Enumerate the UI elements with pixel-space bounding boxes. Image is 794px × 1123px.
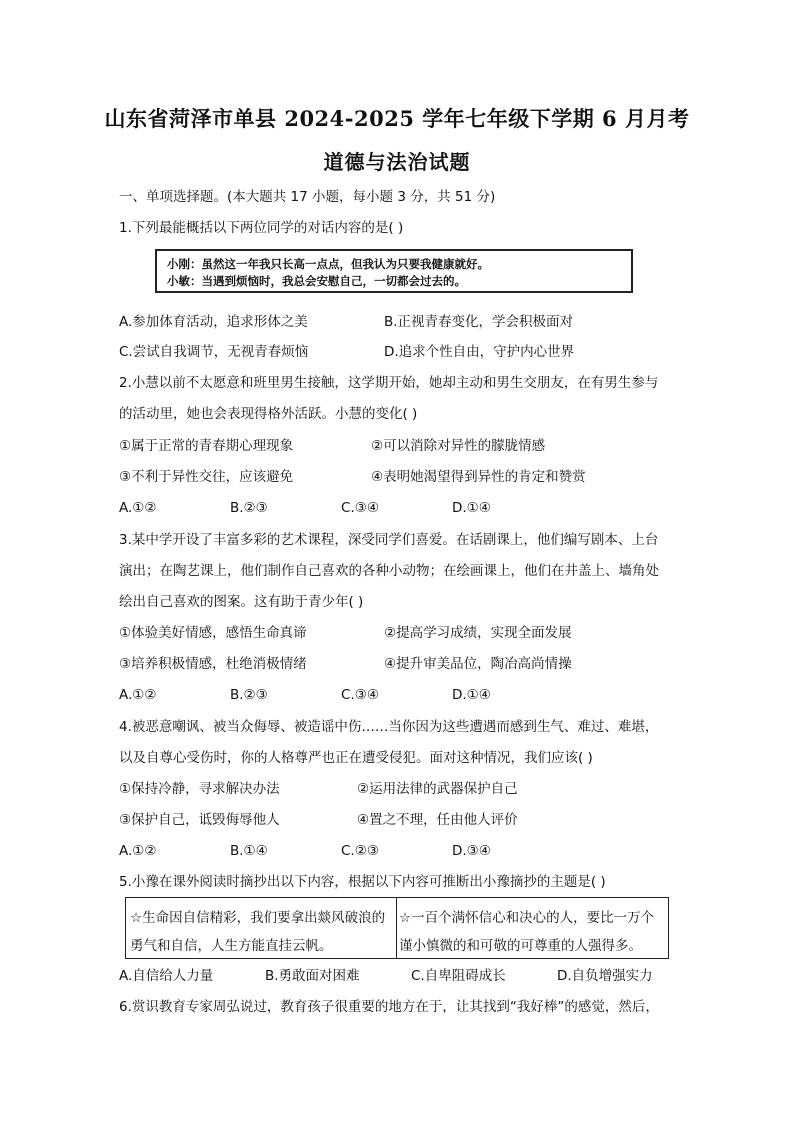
q1-option-c: C.尝试自我调节，无视青春烦恼 <box>119 344 309 360</box>
q1-dialog-line-2: 小敏：当遇到烦恼时，我总会安慰自己，一切都会过去的。 <box>167 274 466 288</box>
q5-option-d: D.自负增强实力 <box>557 968 653 984</box>
q3-option-c: C.③④ <box>341 687 379 703</box>
q5-quote-divider <box>396 898 397 958</box>
q6-stem-line-1: 6.赏识教育专家周弘说过，教育孩子很重要的地方在于，让其找到“我好棒”的感觉，然后， <box>119 999 659 1015</box>
exam-title: 山东省菏泽市单县 2024-2025 学年七年级下学期 6 月月考 <box>104 106 690 131</box>
q3-item-1: ①体验美好情感，感悟生命真谛 <box>119 625 307 641</box>
q1-option-a: A.参加体育活动，追求形体之美 <box>119 314 308 330</box>
q1-dialog-line-1: 小刚：虽然这一年我只长高一点点，但我认为只要我健康就好。 <box>167 257 489 271</box>
q5-quote-right-line-2: 谨小慎微的和可敬的可尊重的人强得多。 <box>399 938 642 954</box>
section-heading: 一、单项选择题。(本大题共 17 小题，每小题 3 分，共 51 分) <box>119 189 496 205</box>
q5-option-b: B.勇敢面对困难 <box>265 968 360 984</box>
q2-item-3: ③不利于异性交往，应该避免 <box>119 469 294 485</box>
q1-option-d: D.追求个性自由，守护内心世界 <box>384 344 575 360</box>
q5-stem: 5.小豫在课外阅读时摘抄出以下内容，根据以下内容可推断出小豫摘抄的主题是( ) <box>119 874 606 890</box>
q4-item-1: ①保持冷静，寻求解决办法 <box>119 781 280 797</box>
q3-option-b: B.②③ <box>230 687 268 703</box>
q2-option-b: B.②③ <box>230 500 268 516</box>
q4-stem-line-1: 4.被恶意嘲讽、被当众侮辱、被造谣中伤……当你因为这些遭遇而感到生气、难过、难堪， <box>119 719 659 735</box>
q3-item-3: ③培养积极情感，杜绝消极情绪 <box>119 656 307 672</box>
q3-stem-line-2: 演出；在陶艺课上，他们制作自己喜欢的各种小动物；在绘画课上，他们在井盖上、墙角处 <box>119 563 659 579</box>
q1-stem: 1.下列最能概括以下两位同学的对话内容的是( ) <box>119 220 404 236</box>
q2-item-1: ①属于正常的青春期心理现象 <box>119 438 294 454</box>
q2-option-a: A.①② <box>119 500 157 516</box>
q2-stem-line-2: 的活动里，她也会表现得格外活跃。小慧的变化( ) <box>119 406 418 422</box>
q4-stem-line-2: 以及自尊心受伤时，你的人格尊严也正在遭受侵犯。面对这种情况，我们应该( ) <box>119 750 593 766</box>
q2-option-c: C.③④ <box>341 500 379 516</box>
q3-option-a: A.①② <box>119 687 157 703</box>
q5-option-c: C.自卑阻碍成长 <box>411 968 506 984</box>
q5-quote-left-line-2: 勇气和自信，人生方能直挂云帆。 <box>130 938 333 954</box>
q5-quote-left-line-1: ☆生命因自信精彩，我们要拿出燚风破浪的 <box>130 910 386 926</box>
q5-quote-left <box>130 904 385 960</box>
q2-item-2: ②可以消除对异性的朦胧情感 <box>371 438 546 454</box>
q4-option-b: B.①④ <box>230 843 268 859</box>
q5-option-a: A.自信给人力量 <box>119 968 214 984</box>
q4-option-d: D.③④ <box>452 843 491 859</box>
q1-option-b: B.正视青春变化，学会积极面对 <box>384 314 574 330</box>
q3-item-2: ②提高学习成绩，实现全面发展 <box>384 625 572 641</box>
q4-item-2: ②运用法律的武器保护自己 <box>357 781 518 797</box>
q3-stem-line-1: 3.某中学开设了丰富多彩的艺术课程，深受同学们喜爱。在话剧课上，他们编写剧本、上台 <box>119 532 659 548</box>
q2-item-4: ④表明她渴望得到异性的肯定和赞赏 <box>371 469 586 485</box>
q5-quote-right-line-1: ☆一百个满怀信心和决心的人，要比一万个 <box>399 910 655 926</box>
q2-stem-line-1: 2.小慧以前不太愿意和班里男生接触，这学期开始，她却主动和男生交朋友，在有男生参与 <box>119 375 659 391</box>
q4-option-c: C.②③ <box>341 843 379 859</box>
q5-quote-table <box>125 897 669 959</box>
q3-option-d: D.①④ <box>452 687 491 703</box>
q5-quote-right <box>399 904 654 960</box>
q4-option-a: A.①② <box>119 843 157 859</box>
q4-item-4: ④置之不理，任由他人评价 <box>357 812 518 828</box>
exam-subtitle: 道德与法治试题 <box>323 150 471 174</box>
q3-stem-line-3: 绘出自己喜欢的图案。这有助于青少年( ) <box>119 594 364 610</box>
q4-item-3: ③保护自己，诋毁侮辱他人 <box>119 812 280 828</box>
q1-dialog-box <box>155 249 633 293</box>
q2-option-d: D.①④ <box>452 500 491 516</box>
q3-item-4: ④提升审美品位，陶冶高尚情操 <box>384 656 572 672</box>
